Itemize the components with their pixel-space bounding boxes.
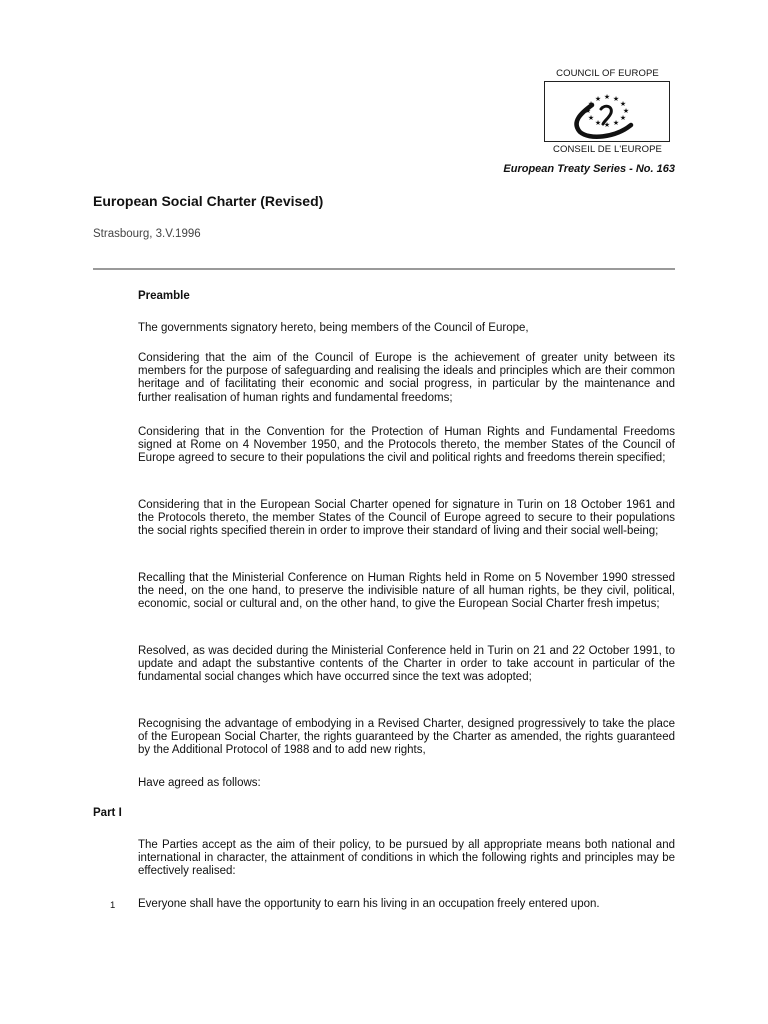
logo-emblem-box xyxy=(544,81,670,142)
part-one-intro: The Parties accept as the aim of their policy, to be pursued by all appropriate means both national and international in character, the attainment of conditions in which the following rights and principles may be effectively realised: xyxy=(138,839,675,878)
part-one-heading: Part I xyxy=(93,807,122,819)
svg-text:★: ★ xyxy=(612,95,620,103)
svg-text:★: ★ xyxy=(594,119,602,127)
svg-text:★: ★ xyxy=(612,119,620,127)
preamble-paragraph: Recognising the advantage of embodying in a Revised Charter, designed progressively to take the place of the European Social Charter, the rights guaranteed by the Charter as amended, the rights guaranteed by the Additional Protocol of 1988 and to add new rights, xyxy=(138,718,675,757)
preamble-paragraph: Have agreed as follows: xyxy=(138,777,261,789)
svg-text:★: ★ xyxy=(587,114,595,122)
svg-text:★: ★ xyxy=(619,114,627,122)
item-number: 1 xyxy=(110,900,116,911)
part-one-item-text: Everyone shall have the opportunity to earn his living in an occupation freely entered upon. xyxy=(138,898,600,910)
svg-text:★: ★ xyxy=(603,93,611,101)
preamble-paragraph: Considering that in the European Social Charter opened for signature in Turin on 18 October 1961 and the Protocols thereto, the member States of the Council of Europe agreed to secure to their populations the social rights specified therein in order to improve their standard of living and their social well-being; xyxy=(138,499,675,538)
treaty-series-label: European Treaty Series - No. 163 xyxy=(503,163,675,175)
svg-text:★: ★ xyxy=(587,100,595,108)
svg-text:★: ★ xyxy=(603,121,611,129)
place-and-date: Strasbourg, 3.V.1996 xyxy=(93,228,201,240)
logo-name-fr: CONSEIL DE L'EUROPE xyxy=(553,144,662,155)
stars-emblem-icon xyxy=(545,82,671,143)
svg-text:★: ★ xyxy=(594,95,602,103)
svg-text:★: ★ xyxy=(622,107,630,115)
preamble-heading: Preamble xyxy=(138,290,190,302)
council-of-europe-logo xyxy=(542,68,673,156)
svg-text:★: ★ xyxy=(619,100,627,108)
header-divider xyxy=(93,268,675,270)
logo-name-en: COUNCIL OF EUROPE xyxy=(556,68,659,79)
preamble-paragraph: Considering that in the Convention for the Protection of Human Rights and Fundamental Freedoms signed at Rome on 4 November 1950, and the Protocols thereto, the member States of the Council of Europe agreed to secure to their populations the civil and political rights and freedoms therein specified; xyxy=(138,426,675,465)
preamble-paragraph: Considering that the aim of the Council of Europe is the achievement of greater unity between its members for the purpose of safeguarding and realising the ideals and principles which are their common heritage and of facilitating their economic and social progress, in particular by the maintenance and further realisation of human rights and fundamental freedoms; xyxy=(138,352,675,404)
document-title: European Social Charter (Revised) xyxy=(93,193,324,209)
preamble-paragraph: Recalling that the Ministerial Conference on Human Rights held in Rome on 5 November 1990 stressed the need, on the one hand, to preserve the indivisible nature of all human rights, be they civil, political, economic, social or cultural and, on the other hand, to give the European Social Charter fresh impetus; xyxy=(138,572,675,611)
preamble-paragraph: Resolved, as was decided during the Ministerial Conference held in Turin on 21 and 22 October 1991, to update and adapt the substantive contents of the Charter in order to take account in particular of the fundamental social changes which have occurred since the text was adopted; xyxy=(138,645,675,684)
svg-text:★: ★ xyxy=(584,107,592,115)
preamble-paragraph: The governments signatory hereto, being members of the Council of Europe, xyxy=(138,322,529,334)
